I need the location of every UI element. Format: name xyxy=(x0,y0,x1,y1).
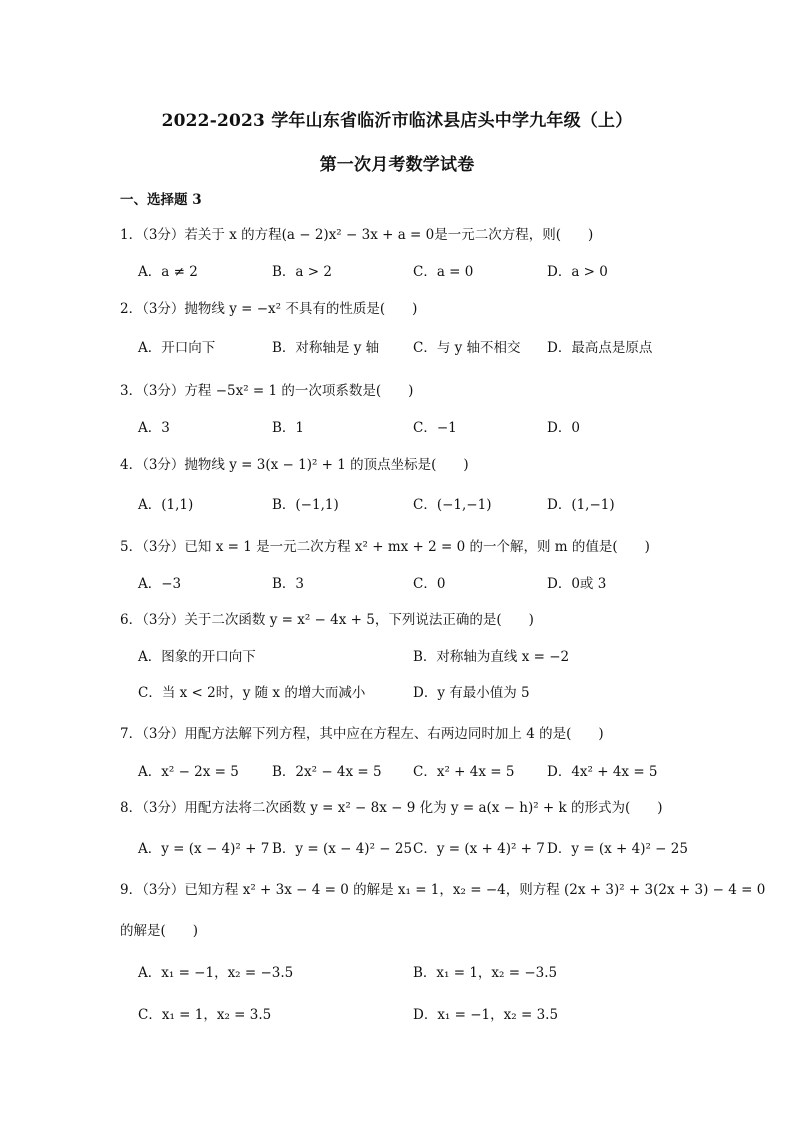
question-1-option-c: C．a = 0 xyxy=(413,264,474,280)
question-2-option-d: D．最高点是原点 xyxy=(547,340,653,356)
question-2-option-c: C．与 y 轴不相交 xyxy=(413,340,521,356)
question-3-stem: 3．（3分）方程 −5x² = 1 的一次项系数是( ) xyxy=(120,383,414,399)
question-4-option-a: A．(1,1) xyxy=(138,497,194,513)
question-5-option-d: D．0或 3 xyxy=(547,576,607,592)
question-2-option-a: A．开口向下 xyxy=(138,340,216,356)
question-2-stem: 2．（3分）抛物线 y = −x² 不具有的性质是( ) xyxy=(120,301,418,317)
question-8-option-c: C．y = (x + 4)² + 7 xyxy=(413,841,545,857)
question-5-option-c: C．0 xyxy=(413,576,446,592)
question-3-option-a: A．3 xyxy=(138,420,170,436)
question-1-stem: 1．（3分）若关于 x 的方程(a − 2)x² − 3x + a = 0是一元二次方程，则( ) xyxy=(120,227,594,243)
question-6-option-a: A．图象的开口向下 xyxy=(138,649,256,665)
question-4-option-b: B．(−1,1) xyxy=(272,497,339,513)
question-6-option-c: C．当 x < 2时，y 随 x 的增大而减小 xyxy=(138,685,366,701)
question-9-option-c: C．x₁ = 1，x₂ = 3.5 xyxy=(138,1007,272,1023)
question-8-option-b: B．y = (x − 4)² − 25 xyxy=(272,841,413,857)
exam-title-line1: 2022-2023 学年山东省临沂市临沭县店头中学九年级（上） xyxy=(161,111,633,131)
question-7-option-b: B．2x² − 4x = 5 xyxy=(272,764,382,780)
question-9-option-a: A．x₁ = −1，x₂ = −3.5 xyxy=(138,965,294,981)
section-heading: 一、选择题 3 xyxy=(120,192,202,208)
question-3-option-b: B．1 xyxy=(272,420,305,436)
question-6-stem: 6．（3分）关于二次函数 y = x² − 4x + 5，下列说法正确的是( ) xyxy=(120,612,534,628)
question-9-stem-continued: 的解是( ) xyxy=(120,923,199,939)
question-4-option-d: D．(1,−1) xyxy=(547,497,615,513)
question-6-option-b: B．对称轴为直线 x = −2 xyxy=(413,649,570,665)
question-5-option-a: A．−3 xyxy=(138,576,182,592)
question-9-option-d: D．x₁ = −1，x₂ = 3.5 xyxy=(413,1007,559,1023)
question-9-option-b: B．x₁ = 1，x₂ = −3.5 xyxy=(413,965,558,981)
question-1-option-b: B．a > 2 xyxy=(272,264,332,280)
question-6-option-d: D．y 有最小值为 5 xyxy=(413,685,530,701)
question-7-option-c: C．x² + 4x = 5 xyxy=(413,764,515,780)
question-7-option-a: A．x² − 2x = 5 xyxy=(138,764,239,780)
question-8-option-a: A．y = (x − 4)² + 7 xyxy=(138,841,270,857)
question-4-option-c: C．(−1,−1) xyxy=(413,497,492,513)
question-5-option-b: B．3 xyxy=(272,576,305,592)
question-4-stem: 4．（3分）抛物线 y = 3(x − 1)² + 1 的顶点坐标是( ) xyxy=(120,457,469,473)
question-2-option-b: B．对称轴是 y 轴 xyxy=(272,340,380,356)
question-9-stem: 9．（3分）已知方程 x² + 3x − 4 = 0 的解是 x₁ = 1，x₂ = −4，则方程 (2x + 3)² + 3(2x + 3) − 4 = 0 xyxy=(120,882,766,898)
exam-title-line2: 第一次月考数学试卷 xyxy=(319,155,475,175)
question-8-option-d: D．y = (x + 4)² − 25 xyxy=(547,841,688,857)
question-5-stem: 5．（3分）已知 x = 1 是一元二次方程 x² + mx + 2 = 0 的一个解，则 m 的值是( ) xyxy=(120,539,650,555)
question-7-option-d: D．4x² + 4x = 5 xyxy=(547,764,658,780)
question-1-option-d: D．a > 0 xyxy=(547,264,608,280)
question-7-stem: 7．（3分）用配方法解下列方程，其中应在方程左、右两边同时加上 4 的是( ) xyxy=(120,726,604,742)
question-3-option-d: D．0 xyxy=(547,420,580,436)
question-1-option-a: A．a ≠ 2 xyxy=(138,264,198,280)
question-3-option-c: C．−1 xyxy=(413,420,457,436)
question-8-stem: 8．（3分）用配方法将二次函数 y = x² − 8x − 9 化为 y = a(x − h)² + k 的形式为( ) xyxy=(120,800,663,816)
